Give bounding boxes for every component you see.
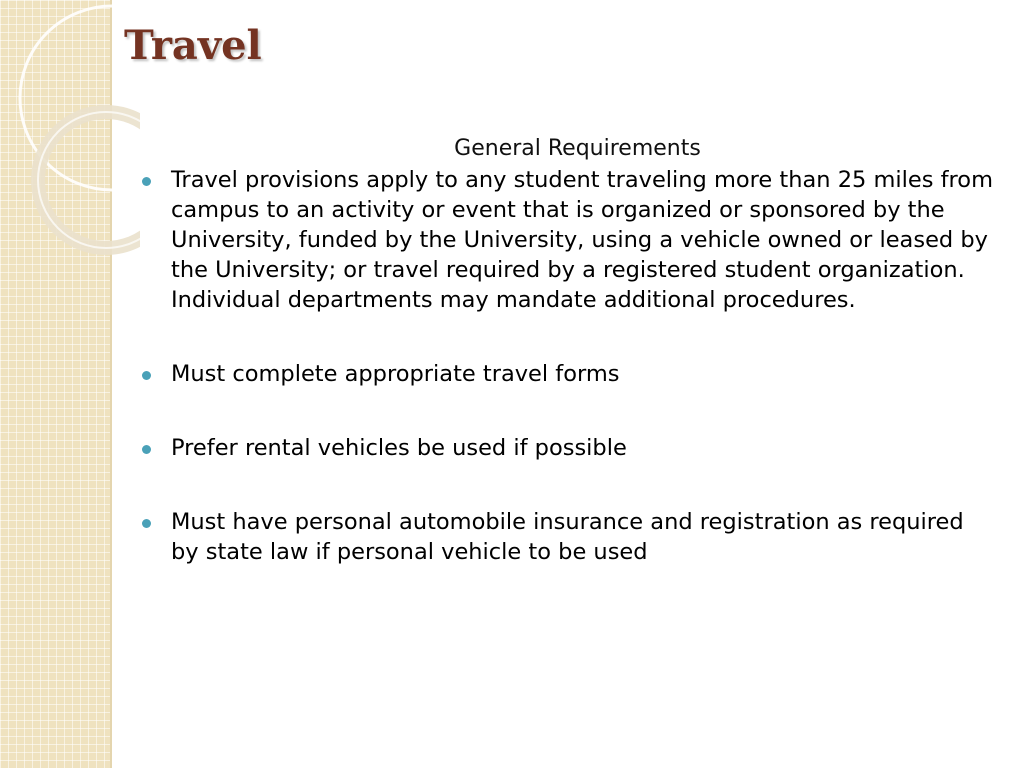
bullet-text: Must have personal automobile insurance and registration as required by state law if personal vehicle to be used (171, 509, 964, 565)
bullet-item (140, 507, 995, 567)
round-bullet-icon (142, 519, 151, 528)
bullet-list (140, 165, 995, 567)
bullet-text: Prefer rental vehicles be used if possible (171, 435, 627, 461)
round-bullet-icon (142, 445, 151, 454)
bullet-text: Travel provisions apply to any student traveling more than 25 miles from campus to an activity or event that is organized or sponsored by the University, funded by the University, using a vehicle owned or leased by the University; or travel required by a registered student organization. Individual departments may mandate additional procedures. (171, 167, 993, 313)
bullet-item (140, 165, 995, 315)
round-bullet-icon (142, 371, 151, 380)
decorative-circles-icon (0, 0, 140, 260)
slide-body (140, 136, 995, 611)
subheading: General Requirements (454, 136, 701, 161)
slide-title: Travel (124, 22, 262, 69)
round-bullet-icon (142, 177, 151, 186)
bullet-item (140, 433, 995, 463)
bullet-item (140, 359, 995, 389)
bullet-text: Must complete appropriate travel forms (171, 361, 620, 387)
decorative-ring-thick (38, 112, 140, 248)
